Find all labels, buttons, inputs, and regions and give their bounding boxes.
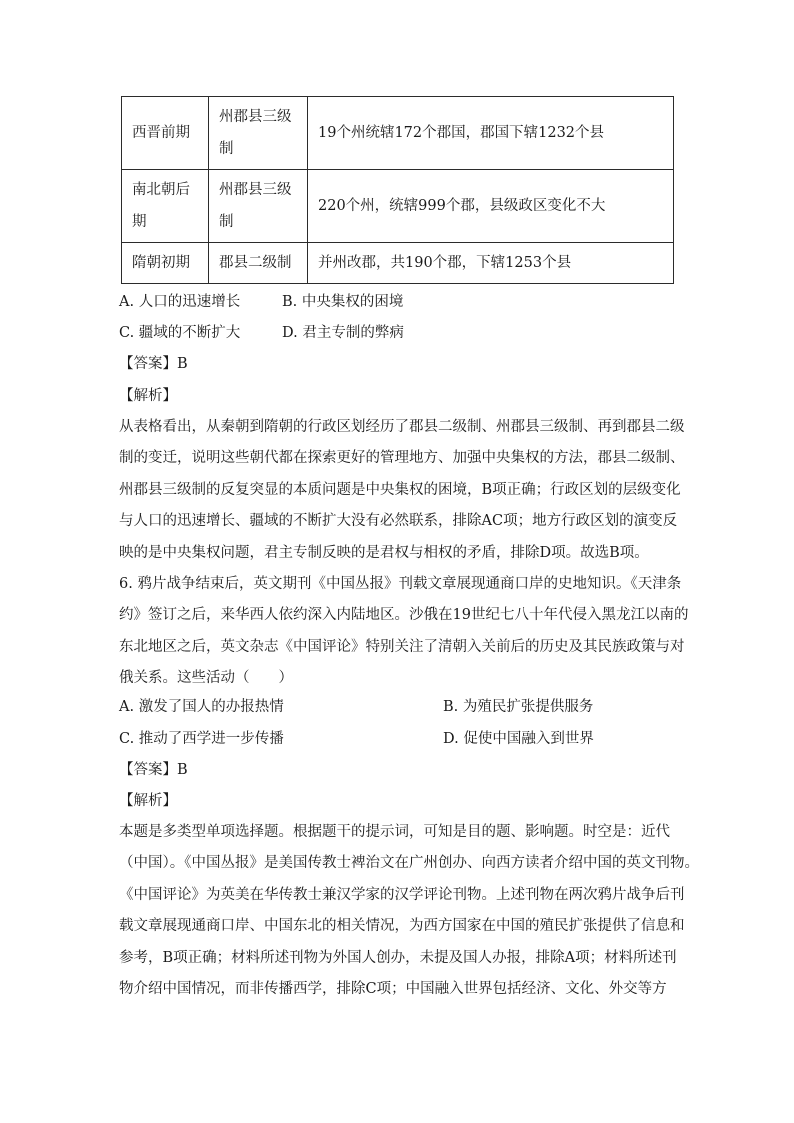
q5-option-b: B. 中央集权的困境 (282, 294, 404, 310)
q6-option-a: A. 激发了国人的办报热情 (119, 699, 284, 715)
table-cell-era: 隋朝初期 (122, 243, 209, 284)
table-cell-era: 南北朝后 期 (122, 170, 209, 243)
q5-option-c: C. 疆域的不断扩大 (119, 325, 241, 341)
q5-option-d: D. 君主专制的弊病 (282, 325, 404, 341)
q5-option-a: A. 人口的迅速增长 (119, 294, 241, 310)
table-cell-era: 西晋前期 (122, 97, 209, 170)
table-row (122, 243, 674, 284)
q6-analysis-heading: 【解析】 (119, 793, 177, 809)
table-cell-system: 州郡县三级 制 (209, 97, 308, 170)
table-cell-system: 郡县二级制 (209, 243, 308, 284)
q5-answer: 【答案】B (119, 356, 188, 372)
table-row (122, 170, 674, 243)
q5-analysis-text: 从表格看出，从秦朝到隋朝的行政区划经历了郡县二级制、州郡县三级制、再到郡县二级 制的变迁，说明这些朝代都在探索更好的管理地方、加强中央集权的方法，郡县二级制、 州郡县三级制的反复突显的本质问题是中央集权的困境，B项正确；行政区划的层级变化 与人口的迅速增长、疆域的不断扩大没有必然联系，排除AC项；地方行政区划的演变反 映的是中央集权问题，君主专制反映的是君权与相权的矛盾，排除D项。故选B项。 (119, 419, 685, 561)
table-cell-system: 州郡县三级 制 (209, 170, 308, 243)
q6-option-b: B. 为殖民扩张提供服务 (443, 699, 594, 715)
q6-stem: 6. 鸦片战争结束后，英文期刊《中国丛报》刊载文章展现通商口岸的史地知识。《天津条 约》签订之后，来华西人依约深入内陆地区。沙俄在19世纪七八十年代侵入黑龙江以南的 东北地区之后，英文杂志《中国评论》特别关注了清朝入关前后的历史及其民族政策与对 俄关系。这些活动（ ） (119, 576, 689, 687)
q5-analysis-heading: 【解析】 (119, 388, 177, 404)
administrative-divisions-table (121, 96, 674, 284)
table-row (122, 97, 674, 170)
table-cell-detail: 19个州统辖172个郡国，郡国下辖1232个县 (308, 97, 674, 170)
q6-option-c: C. 推动了西学进一步传播 (119, 731, 284, 747)
table-cell-detail: 220个州，统辖999个郡，县级政区变化不大 (308, 170, 674, 243)
q6-analysis-text: 本题是多类型单项选择题。根据题干的提示词，可知是目的题、影响题。时空是：近代 （中国）。《中国丛报》是美国传教士裨治文在广州创办、向西方读者介绍中国的英文刊物。 《中国评论》为英美在华传教士兼汉学家的汉学评论刊物。上述刊物在两次鸦片战争后刊 载文章展现通商口岸、中国东北的相关情况，为西方国家在中国的殖民扩张提供了信息和 参考，B项正确；材料所述刊物为外国人创办，未提及国人办报，排除A项；材料所述刊 物介绍中国情况，而非传播西学，排除C项；中国融入世界包括经济、文化、外交等方 (119, 824, 699, 998)
q6-option-d: D. 促使中国融入到世界 (443, 731, 594, 747)
table-cell-detail: 并州改郡，共190个郡，下辖1253个县 (308, 243, 674, 284)
q6-answer: 【答案】B (119, 762, 188, 778)
